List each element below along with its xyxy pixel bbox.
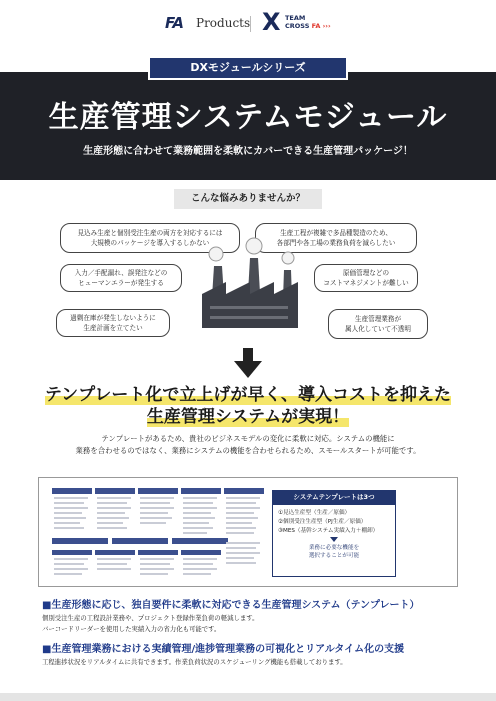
worry-line: 見込み生産と個別受注生産の両方を対応するには [77,229,223,237]
worry-line: ヒューマンエラーが発生する [78,279,164,287]
headline-line1: テンプレート化で立上げが早く、導入コストを抑えた [44,385,452,405]
template-item: ②個別受注生産型（PJ生産／原価） [278,519,367,525]
template-item: ①見込生産型（生産／原価） [278,510,351,516]
worry-line: 過剰在庫が発生しないように [70,314,156,322]
tc-logo-line1: TEAM [285,14,306,22]
description [0,433,496,457]
feature-2 [42,640,482,668]
bullet-icon: ■ [42,644,52,655]
feature-desc: 個別受注生産の工程設計業務や、プロジェクト登録作業負荷の軽減します。 [42,614,259,622]
worry-line: 各部門や各工場の業務負荷を減らしたい [276,239,396,247]
worries-heading: こんな悩みありませんか？ [174,189,322,209]
worry-bubble [328,309,428,339]
system-menu-screenshot [50,486,268,580]
factory-icon [196,236,302,332]
triangle-down-icon [330,537,338,542]
page-title: 生産管理システムモジュール [48,100,448,135]
headline [0,384,496,428]
template-note-line2: 選択することが可能 [308,553,360,559]
logo-divider [250,16,251,32]
template-note-line1: 業務に必要な機能を [308,545,360,551]
description-line1: テンプレートがあるため、貴社のビジネスモデルの変化に柔軟に対応。システムの機能に [101,434,395,443]
bullet-icon: ■ [42,600,52,611]
feature-desc: バーコードリーダーを使用した実績入力の省力化も可能です。 [42,625,221,633]
worry-line: 生産工程が複雑で多品種製造のため、 [280,229,392,237]
description-line2: 業務を合わせるのではなく、業務にシステムの機能を合わせられるため、スモールスタートが可能です。 [75,446,421,455]
template-heading: システムテンプレートは3つ [272,490,396,504]
footer-bar [0,693,496,701]
worry-bubble [314,264,418,292]
headline-line2: 生産管理システムが実現！ [146,407,350,427]
fa-logo: FA [165,14,183,32]
worry-line: 原価管理などの [342,269,390,277]
worry-line: コストマネジメントが難しい [323,279,409,287]
template-box [272,490,396,577]
worry-line: 大規模のパッケージを導入するしかない [90,239,210,247]
feature-desc: 工程進捗状況をリアルタイムに共有できます。作業負荷状況のスケジューリング機能も搭載しております。 [42,658,347,666]
feature-title: 生産形態に応じ、独自要件に柔軟に対応できる生産管理システム（テンプレート） [51,600,420,611]
products-label: Products [196,16,251,30]
worry-bubble [56,309,170,337]
template-item: ③MES（基幹システム実績入力＋棚卸） [278,528,379,534]
worry-line: 生産計画を立てたい [83,324,143,332]
tc-logo-fa: FA ››› [311,22,331,30]
worry-bubble [60,264,182,292]
page-subtitle: 生産形態に合わせて業務範囲を柔軟にカバーできる生産管理パッケージ！ [83,146,413,157]
feature-title: 生産管理業務における実績管理/進捗管理業務の可視化とリアルタイム化の支援 [51,644,405,655]
series-label: DXモジュールシリーズ [148,56,348,80]
worry-line: 生産管理業務が [354,315,402,323]
arrow-down-icon [234,348,262,378]
worry-line: 入力／手配漏れ、誤発注などの [74,269,168,277]
worry-line: 属人化していて不透明 [345,325,411,333]
team-cross-x-icon: X [262,8,281,36]
tc-logo-line2: CROSS [285,22,310,30]
team-cross-logo [285,14,331,30]
feature-1 [42,596,482,635]
